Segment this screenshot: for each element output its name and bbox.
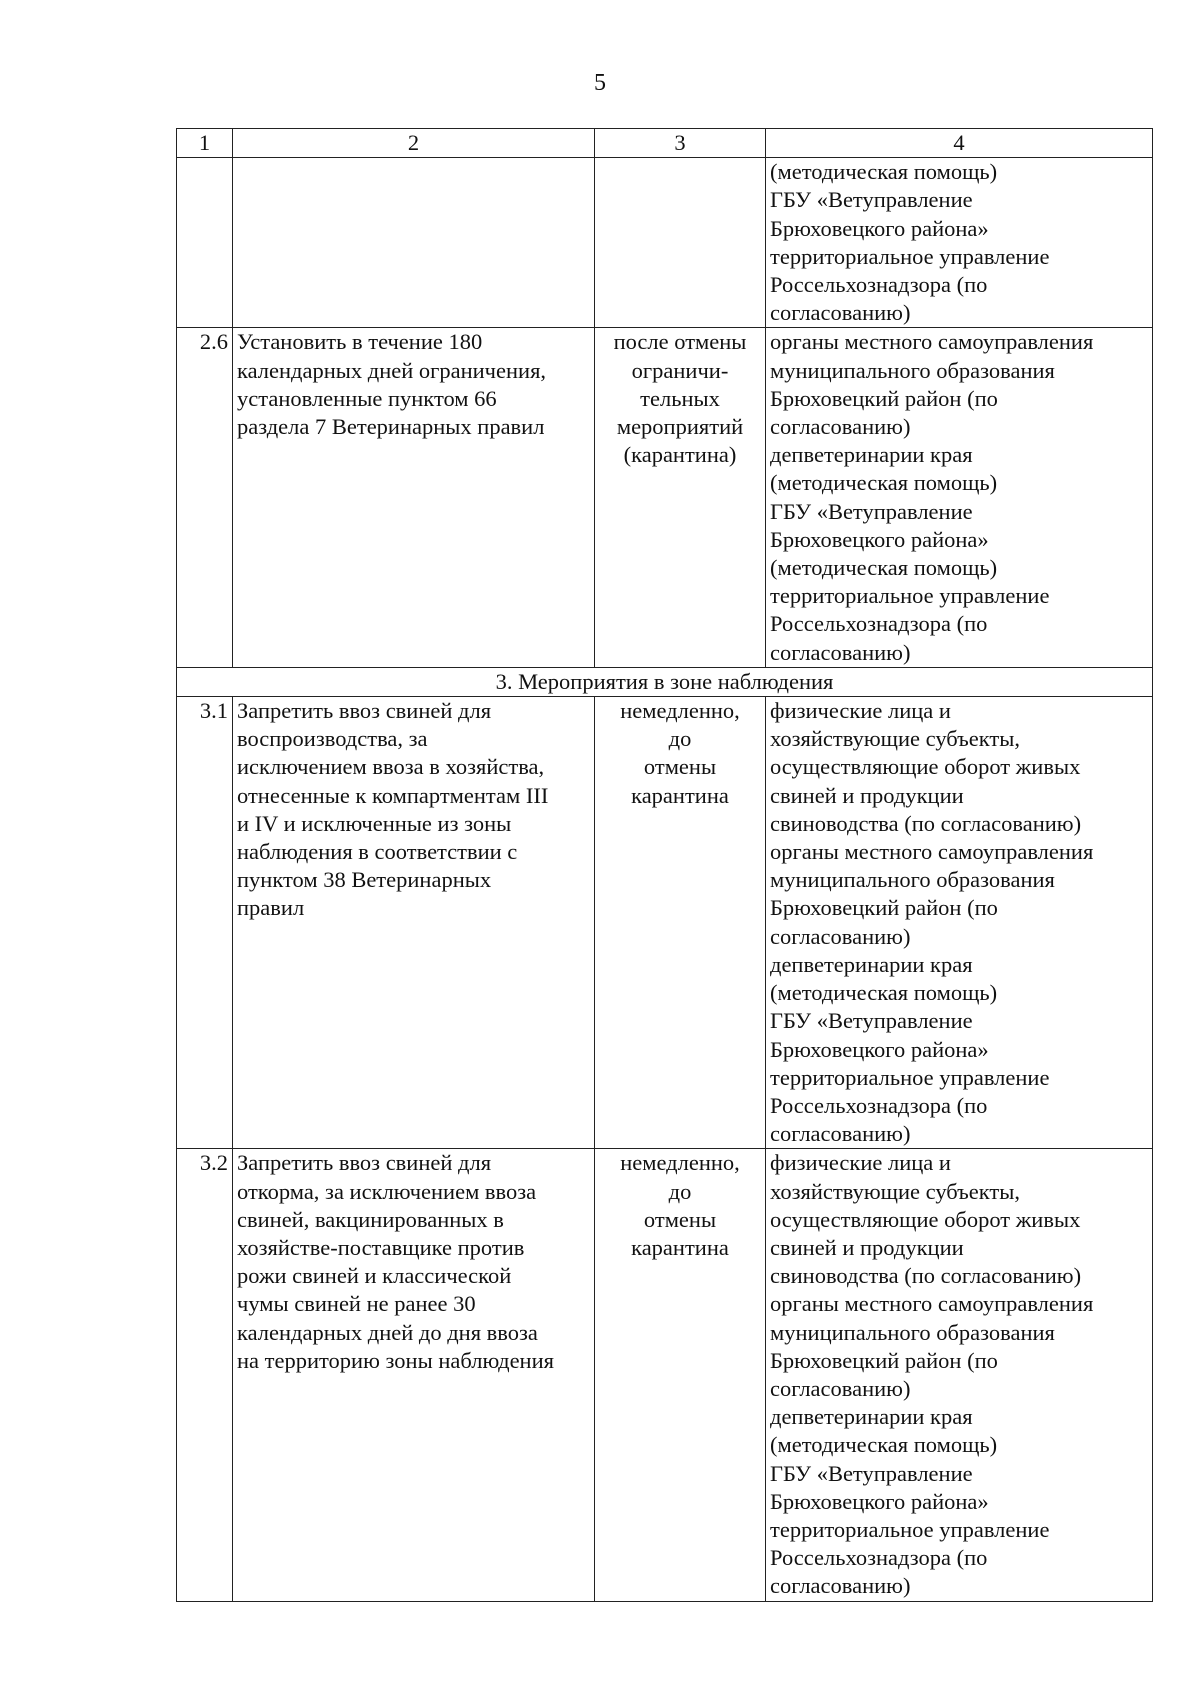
row-executors: (методическая помощь) ГБУ «Ветуправление Брюховецкого района» территориальное управление Россельхознадзора (по согласованию) <box>766 158 1153 328</box>
table-row <box>177 1149 1153 1601</box>
row-executors: органы местного самоуправления муниципального образования Брюховецкий район (по согласованию) депветеринарии края (методическая помощь) ГБУ «Ветуправление Брюховецкого района» (методическая помощь) территориальное управление Россельхознадзора (по согласованию) <box>766 328 1153 667</box>
column-number-4: 4 <box>766 129 1153 158</box>
row-term: после отмены ограничи- тельных мероприятий (карантина) <box>595 328 766 667</box>
row-number: 2.6 <box>177 328 233 667</box>
row-action <box>233 158 595 328</box>
row-action: Запретить ввоз свиней для воспроизводства, за исключением ввоза в хозяйства, отнесенные к компартментам III и IV и исключенные из зоны наблюдения в соответствии с пунктом 38 Ветеринарных правил <box>233 697 595 1149</box>
row-number: 3.1 <box>177 697 233 1149</box>
row-number <box>177 158 233 328</box>
measures-table <box>176 128 1153 1602</box>
row-term <box>595 158 766 328</box>
column-number-3: 3 <box>595 129 766 158</box>
page-number: 5 <box>594 70 606 96</box>
row-action: Запретить ввоз свиней для откорма, за исключением ввоза свиней, вакцинированных в хозяйстве-поставщике против рожи свиней и классической чумы свиней не ранее 30 календарных дней до дня ввоза на территорию зоны наблюдения <box>233 1149 595 1601</box>
table-row <box>177 697 1153 1149</box>
section-header-row <box>177 667 1153 696</box>
row-term: немедленно, до отмены карантина <box>595 697 766 1149</box>
row-executors: физические лица и хозяйствующие субъекты, осуществляющие оборот живых свиней и продукции свиноводства (по согласованию) органы местного самоуправления муниципального образования Брюховецкий район (по согласованию) депветеринарии края (методическая помощь) ГБУ «Ветуправление Брюховецкого района» территориальное управление Россельхознадзора (по согласованию) <box>766 1149 1153 1601</box>
column-number-2: 2 <box>233 129 595 158</box>
row-term: немедленно, до отмены карантина <box>595 1149 766 1601</box>
table-row <box>177 158 1153 328</box>
row-executors: физические лица и хозяйствующие субъекты, осуществляющие оборот живых свиней и продукции свиноводства (по согласованию) органы местного самоуправления муниципального образования Брюховецкий район (по согласованию) депветеринарии края (методическая помощь) ГБУ «Ветуправление Брюховецкого района» территориальное управление Россельхознадзора (по согласованию) <box>766 697 1153 1149</box>
row-action: Установить в течение 180 календарных дней ограничения, установленные пунктом 66 раздела 7 Ветеринарных правил <box>233 328 595 667</box>
column-number-row <box>177 129 1153 158</box>
column-number-1: 1 <box>177 129 233 158</box>
section-title: 3. Мероприятия в зоне наблюдения <box>177 667 1153 696</box>
table-row <box>177 328 1153 667</box>
row-number: 3.2 <box>177 1149 233 1601</box>
